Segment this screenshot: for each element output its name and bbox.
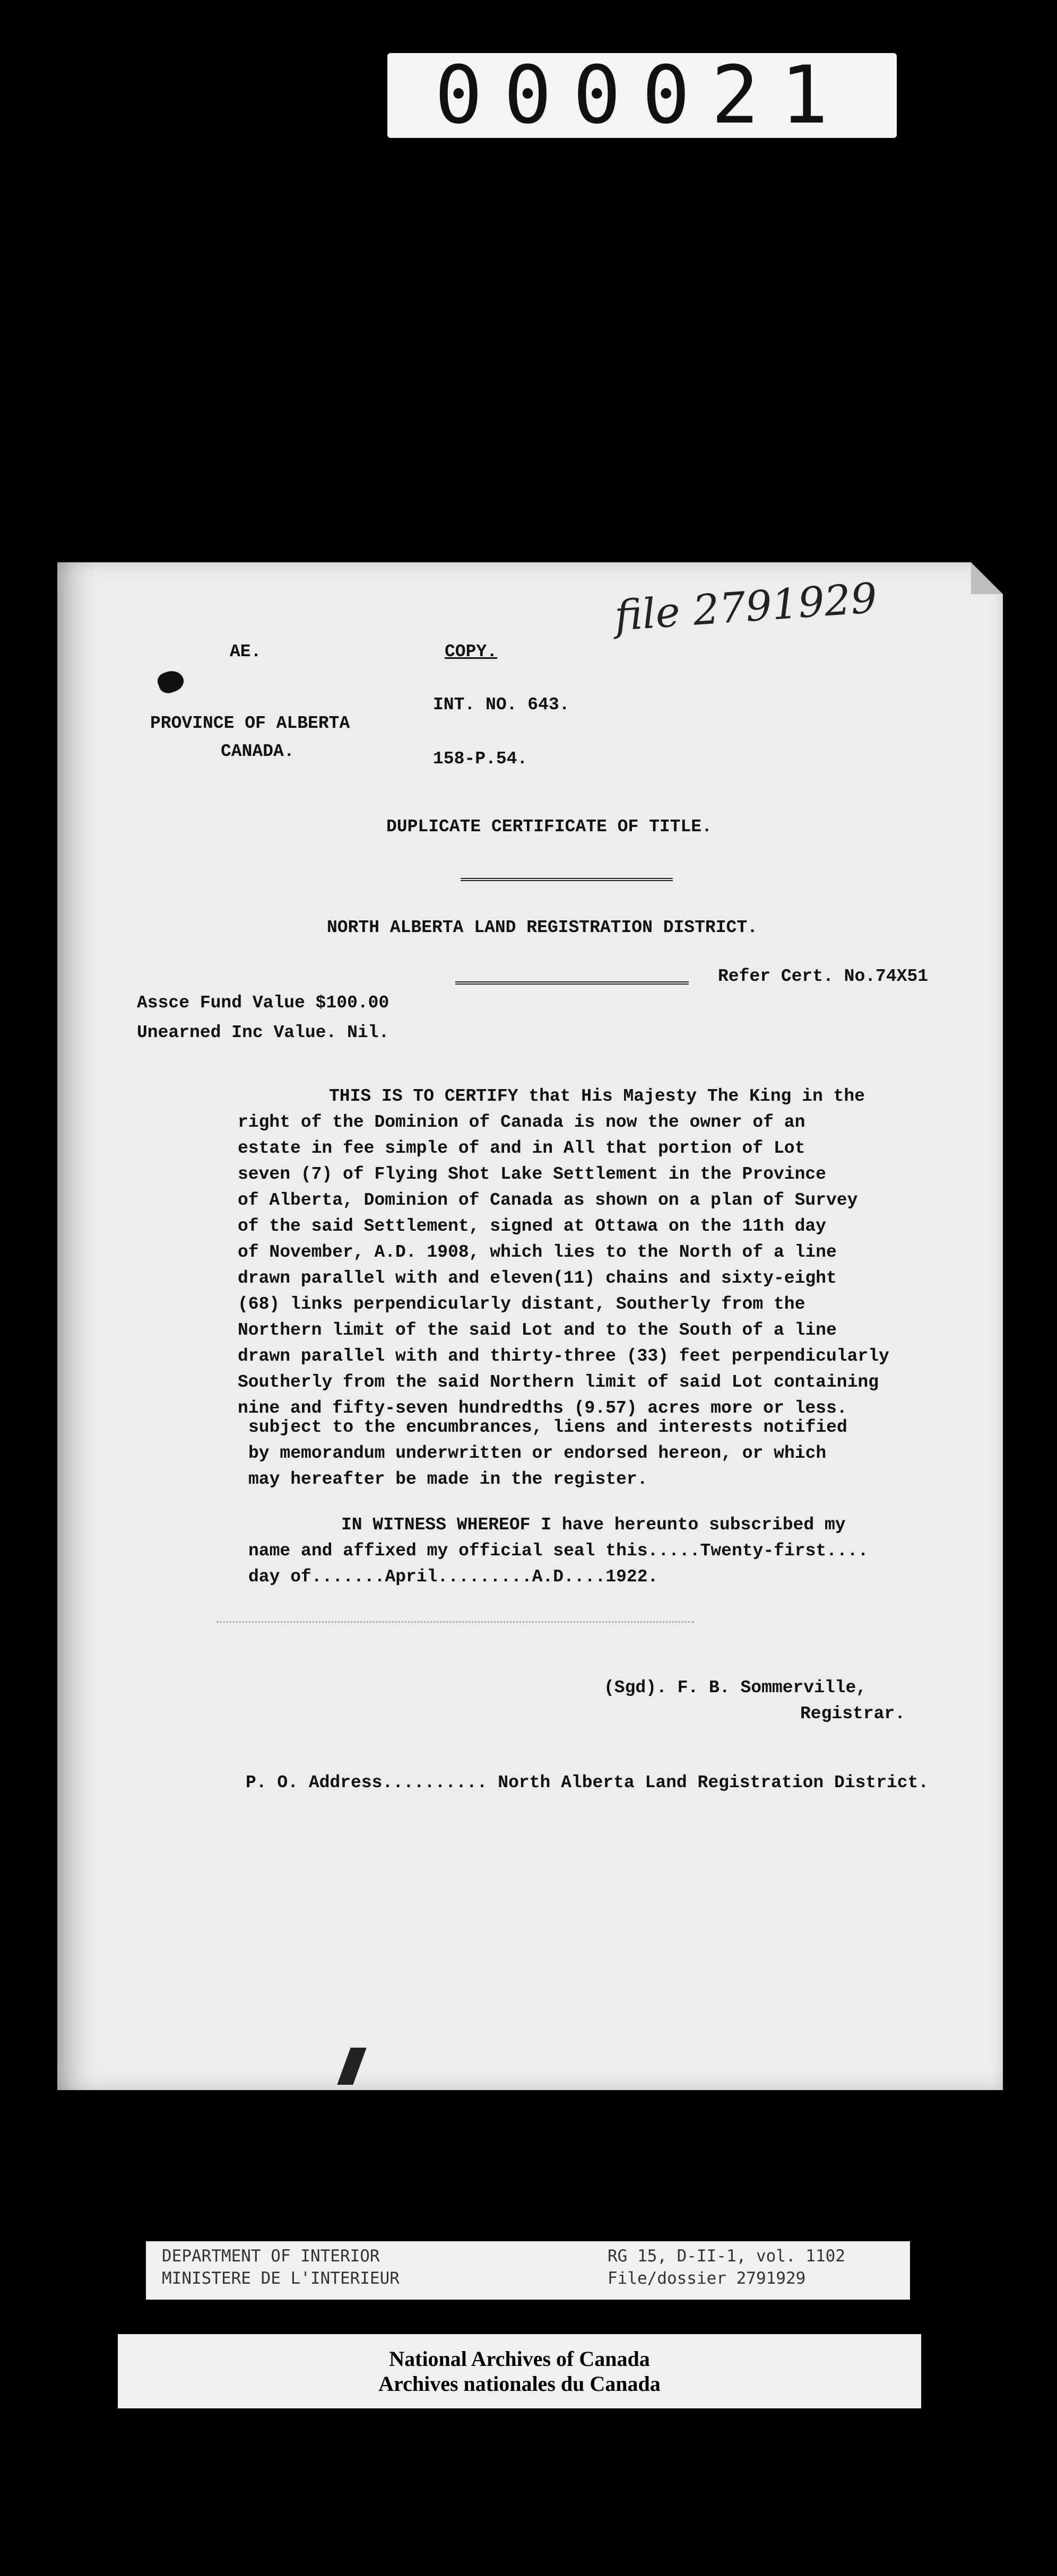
body-line: nine and fifty-seven hundredths (9.57) acres more or less. (238, 1398, 847, 1418)
country-label: CANADA. (221, 742, 294, 761)
witness-line: name and affixed my official seal this.....Twenty-first.... (248, 1541, 869, 1561)
ink-blot (155, 667, 187, 696)
handwritten-file-note: file 2791929 (613, 574, 879, 641)
department-french: MINISTERE DE L'INTERIEUR (162, 2269, 400, 2288)
body-line: seven (7) of Flying Shot Lake Settlement in the Province (238, 1164, 826, 1184)
district-divider (455, 981, 689, 985)
ae-code: AE. (230, 642, 262, 662)
int-number: INT. NO. 643. (433, 695, 570, 715)
unearned-increment-value: Unearned Inc Value. Nil. (137, 1023, 389, 1042)
dotted-guide (216, 1621, 694, 1623)
body-line: Southerly from the said Northern limit of said Lot containing (238, 1372, 879, 1392)
province-label: PROVINCE OF ALBERTA (150, 713, 350, 733)
archives-english: National Archives of Canada (389, 2347, 650, 2371)
archives-label-strip (118, 2334, 921, 2408)
department-english: DEPARTMENT OF INTERIOR (162, 2247, 380, 2266)
file-dossier-reference: File/dossier 2791929 (608, 2269, 806, 2288)
body-line: Northern limit of the said Lot and to the South of a line (238, 1320, 837, 1340)
witness-line: day of.......April.........A.D....1922. (248, 1567, 659, 1587)
title-divider (461, 878, 673, 881)
reference-number: 158-P.54. (433, 749, 528, 769)
body-line: of November, A.D. 1908, which lies to the North of a line (238, 1242, 837, 1262)
body-line: drawn parallel with and eleven(11) chains and sixty-eight (238, 1268, 837, 1288)
body-line: of the said Settlement, signed at Ottawa on the 11th day (238, 1216, 826, 1236)
registrar-label: Registrar. (800, 1704, 906, 1724)
frame-number-label: 000021 (387, 53, 897, 138)
copy-label: COPY. (445, 642, 498, 662)
body-line: THIS IS TO CERTIFY that His Majesty The King in the (329, 1086, 865, 1106)
body-line: drawn parallel with and thirty-three (33) feet perpendicularly (238, 1346, 889, 1366)
body-line: estate in fee simple of and in All that portion of Lot (238, 1138, 805, 1158)
record-group-reference: RG 15, D-II-1, vol. 1102 (608, 2247, 845, 2266)
document-title: DUPLICATE CERTIFICATE OF TITLE. (386, 817, 712, 837)
po-address: P. O. Address.......... North Alberta Land Registration District. (246, 1773, 929, 1792)
signature-line: (Sgd). F. B. Sommerville, (604, 1678, 867, 1698)
subject-line: subject to the encumbrances, liens and interests notified (248, 1417, 847, 1437)
certificate-sheet (57, 562, 1003, 2090)
body-line: (68) links perpendicularly distant, Southerly from the (238, 1294, 805, 1314)
folded-corner (971, 562, 1003, 594)
subject-line: may hereafter be made in the register. (248, 1469, 648, 1489)
assurance-fund-value: Assce Fund Value $100.00 (137, 993, 389, 1013)
edge-mark (337, 2048, 366, 2085)
subject-line: by memorandum underwritten or endorsed hereon, or which (248, 1443, 827, 1463)
body-line: of Alberta, Dominion of Canada as shown on a plan of Survey (238, 1190, 858, 1210)
body-line: right of the Dominion of Canada is now the owner of an (238, 1112, 805, 1132)
refer-cert: Refer Cert. No.74X51 (718, 967, 929, 986)
witness-line: IN WITNESS WHEREOF I have hereunto subscribed my (341, 1515, 846, 1535)
district-label: NORTH ALBERTA LAND REGISTRATION DISTRICT. (327, 918, 758, 937)
archives-french: Archives nationales du Canada (378, 2372, 661, 2396)
department-label-strip (146, 2241, 910, 2300)
